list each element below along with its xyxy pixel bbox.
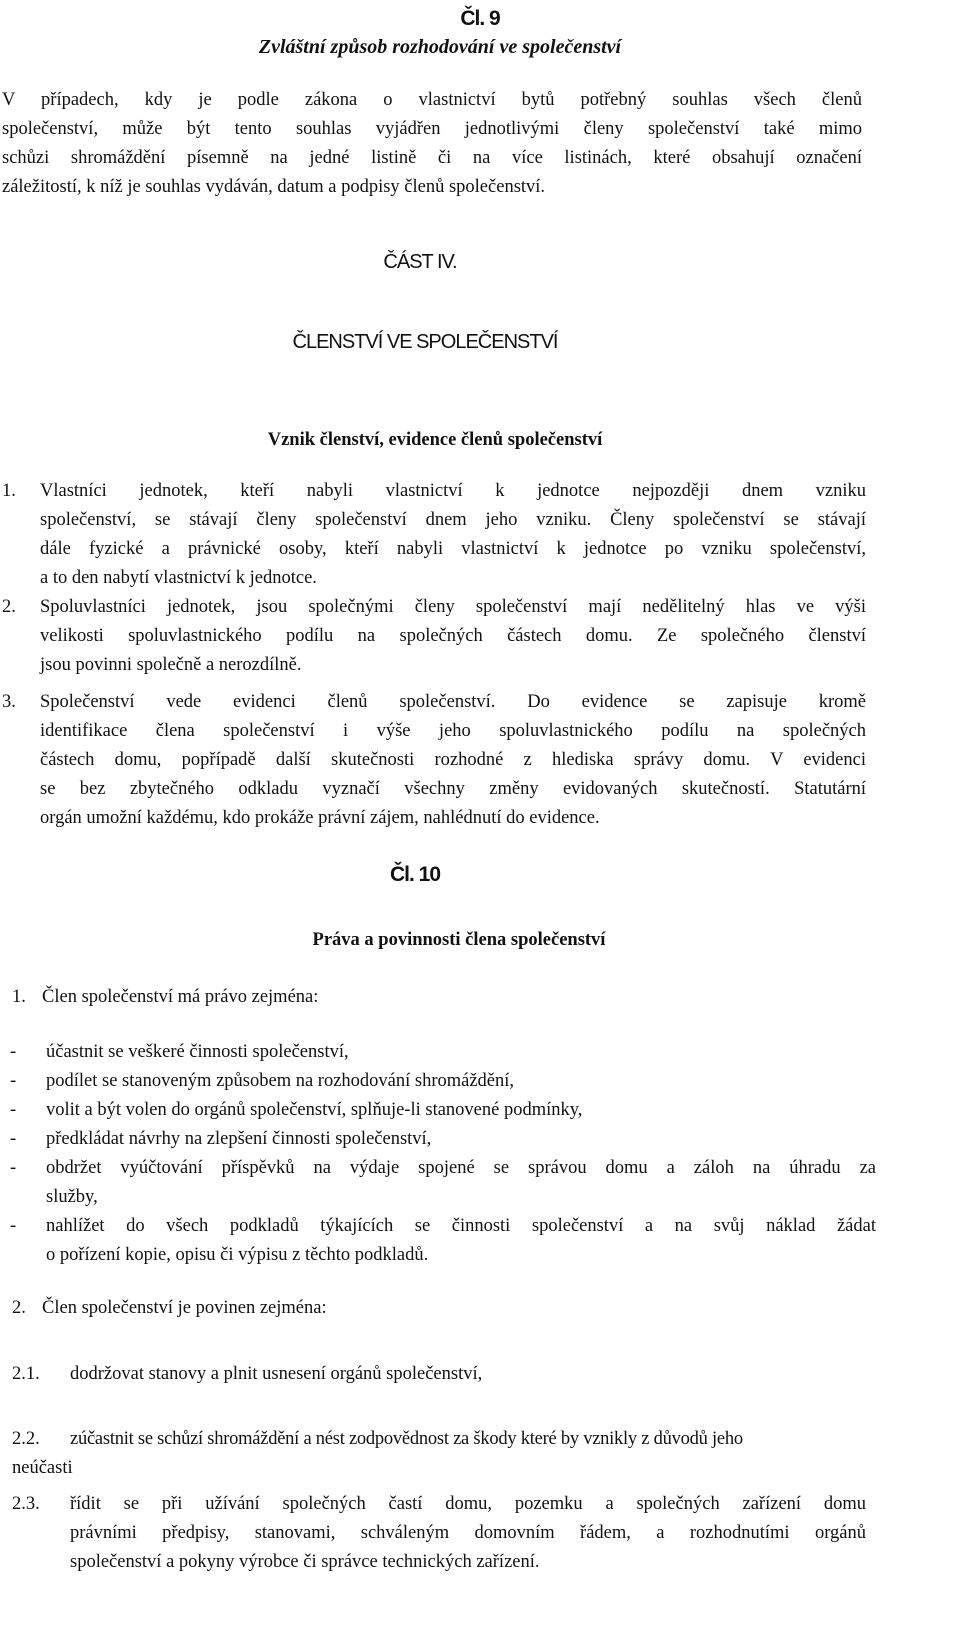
- rights-item-text: [46, 1038, 876, 1067]
- paragraph-line: V případech, kdy je podle zákona o vlastnictví bytů potřebný souhlas všech členů: [2, 90, 862, 110]
- item-line: Společenství vede evidenci členů společenství. Do evidence se zapisuje kromě: [40, 692, 866, 712]
- rights-intro: Člen společenství má právo zejména:: [42, 987, 319, 1007]
- item-number: 3.: [2, 692, 16, 712]
- rights-item-text: [46, 1154, 876, 1212]
- duties-number: 2.: [12, 1298, 26, 1318]
- item-line: volit a být volen do orgánů společenství, splňuje-li stanovené podmínky,: [46, 1100, 583, 1120]
- item-line: podílet se stanoveným způsobem na rozhodování shromáždění,: [46, 1071, 515, 1091]
- item-line: služby,: [46, 1187, 98, 1207]
- duty-text: zúčastnit se schůzí shromáždění a nést zodpovědnost za škody které by vznikly z důvodů jeho: [70, 1429, 743, 1449]
- item-line: společenství, se stávají členy společenství dnem jeho vzniku. Členy společenství se stávají: [40, 510, 866, 530]
- item-line: částech domu, popřípadě další skutečnosti rozhodné z hlediska správy domu. V evidenci: [40, 750, 866, 770]
- dash-marker: -: [10, 1158, 17, 1178]
- item-line: Vlastníci jednotek, kteří nabyli vlastnictví k jednotce nejpozději dnem vzniku: [40, 481, 866, 501]
- dash-marker: -: [10, 1071, 17, 1091]
- article-9-title: Zvláštní způsob rozhodování ve společenství: [258, 36, 622, 58]
- item-line: a to den nabytí vlastnictví k jednotce.: [40, 568, 317, 588]
- item-line: obdržet vyúčtování příspěvků na výdaje spojené se správou domu a záloh na úhradu za: [46, 1158, 876, 1178]
- item-line: společenství a pokyny výrobce či správce technických zařízení.: [70, 1552, 540, 1572]
- duty-text: dodržovat stanovy a plnit usnesení orgánů společenství,: [70, 1364, 483, 1384]
- rights-item-text: [46, 1212, 876, 1270]
- item-line: nahlížet do všech podkladů týkajících se činnosti společenství a na svůj náklad žádat: [46, 1216, 876, 1236]
- duty-text-continuation: neúčasti: [12, 1458, 73, 1478]
- paragraph-line: schůzi shromáždění písemně na jedné listině či na více listinách, které obsahují označení: [2, 148, 862, 168]
- dash-marker: -: [10, 1042, 17, 1062]
- part-4-label: ČÁST IV.: [383, 251, 457, 273]
- rights-item-text: [46, 1067, 876, 1096]
- dash-marker: -: [10, 1216, 17, 1236]
- paragraph-line: záležitostí, k níž je souhlas vydáván, datum a podpisy členů společenství.: [2, 177, 546, 197]
- article-9-paragraph: [2, 86, 862, 202]
- rights-item-text: [46, 1125, 876, 1154]
- duty-number: 2.1.: [12, 1364, 40, 1384]
- part-4-subtitle: Vznik členství, evidence členů společenství: [267, 430, 603, 450]
- article-10-title: Práva a povinnosti člena společenství: [312, 930, 606, 950]
- item-line: právními předpisy, stanovami, schváleným domovním řádem, a rozhodnutími orgánů: [70, 1523, 866, 1543]
- item-line: velikosti spoluvlastnického podílu na společných částech domu. Ze společného členství: [40, 626, 866, 646]
- item-line: se bez zbytečného odkladu vyznačí všechny změny evidovaných skutečností. Statutární: [40, 779, 866, 799]
- article-9-heading: Čl. 9: [460, 7, 500, 30]
- item-line: Spoluvlastníci jednotek, jsou společnými členy společenství mají nedělitelný hlas ve výši: [40, 597, 866, 617]
- duty-number: 2.3.: [12, 1494, 40, 1514]
- item-line: řídit se při užívání společných častí domu, pozemku a společných zařízení domu: [70, 1494, 866, 1514]
- paragraph-line: společenství, může být tento souhlas vyjádřen jednotlivými členy společenství také mimo: [2, 119, 862, 139]
- membership-item-2: [40, 593, 866, 680]
- membership-item-1: [40, 477, 866, 593]
- item-line: dále fyzické a právnické osoby, kteří nabyli vlastnictví k jednotce po vzniku společenství,: [40, 539, 866, 559]
- item-number: 2.: [2, 597, 16, 617]
- duty-text: [70, 1490, 866, 1577]
- item-line: orgán umožní každému, kdo prokáže právní zájem, nahlédnutí do evidence.: [40, 808, 600, 828]
- membership-item-3: [40, 688, 866, 833]
- duties-intro: Člen společenství je povinen zejména:: [42, 1298, 327, 1318]
- item-line: o pořízení kopie, opisu či výpisu z těchto podkladů.: [46, 1245, 429, 1265]
- rights-number: 1.: [12, 987, 26, 1007]
- item-line: účastnit se veškeré činnosti společenství,: [46, 1042, 349, 1062]
- item-line: předkládat návrhy na zlepšení činnosti společenství,: [46, 1129, 432, 1149]
- dash-marker: -: [10, 1100, 17, 1120]
- item-line: jsou povinni společně a nerozdílně.: [40, 655, 302, 675]
- item-line: identifikace člena společenství i výše jeho spoluvlastnického podílu na společných: [40, 721, 866, 741]
- article-10-heading: Čl. 10: [389, 863, 441, 886]
- part-4-title: ČLENSTVÍ VE SPOLEČENSTVÍ: [292, 331, 558, 353]
- duty-number: 2.2.: [12, 1429, 40, 1449]
- dash-marker: -: [10, 1129, 17, 1149]
- rights-item-text: [46, 1096, 876, 1125]
- item-number: 1.: [2, 481, 16, 501]
